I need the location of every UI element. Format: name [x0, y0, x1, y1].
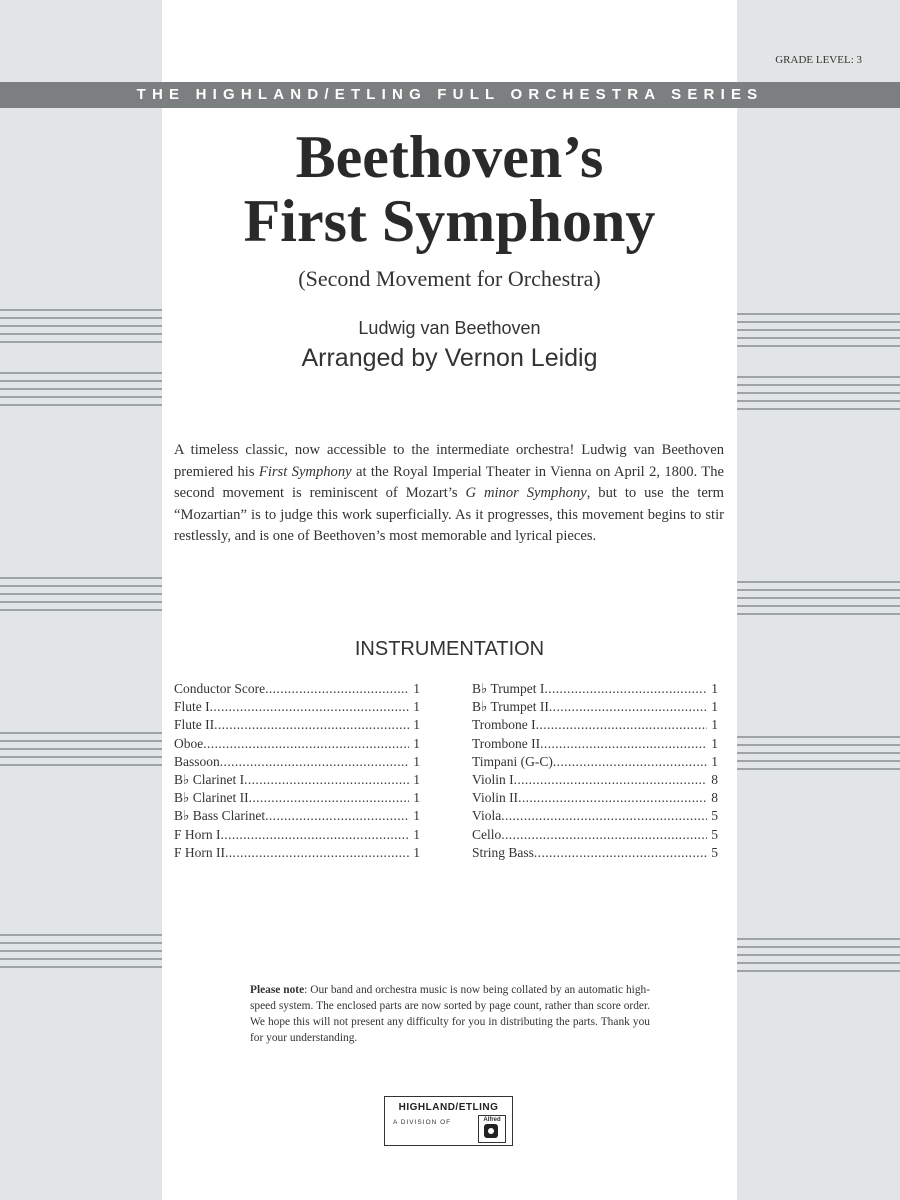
instrument-name: Cello [472, 826, 502, 842]
instrument-list-right [472, 680, 718, 862]
description-text: at the Royal Imperial Theater in Vienna on April 2, 1800. The second movement is reminiscent of Mozart’s [174, 463, 724, 501]
instrument-count: 1 [413, 844, 420, 860]
alfred-logo-icon [478, 1115, 506, 1143]
instrument-count: 1 [413, 681, 420, 696]
instrument-row [472, 807, 718, 825]
instrument-count: 5 [711, 808, 718, 824]
instrument-row [472, 771, 718, 789]
instrument-count: 1 [711, 681, 718, 696]
instrument-row [174, 753, 420, 771]
instrument-count: 1 [413, 717, 420, 733]
title-line-1: Beethoven’s [295, 124, 604, 190]
instrument-name: Trombone II [472, 735, 541, 751]
description [174, 440, 724, 548]
instrument-row [174, 771, 420, 789]
instrument-name: F Horn I [174, 826, 221, 842]
instrument-row [174, 680, 420, 698]
grade-level: GRADE LEVEL: 3 [775, 54, 862, 66]
instrument-name: Bassoon [174, 753, 220, 769]
instrument-count: 1 [711, 699, 718, 715]
instrument-name: B♭ Clarinet I [174, 772, 245, 788]
page-title [162, 125, 737, 253]
instrument-name: Violin II [472, 790, 519, 806]
instrument-row [174, 807, 420, 825]
instrument-count: 8 [711, 790, 718, 806]
instrument-row [472, 735, 718, 753]
instrument-row [472, 826, 718, 844]
instrument-row [472, 716, 718, 734]
instrument-row [174, 735, 420, 753]
instrument-count: 8 [711, 772, 718, 788]
logo-name: HIGHLAND/ETLING [398, 1102, 499, 1113]
instrument-name: Violin I [472, 772, 514, 788]
instrument-row [472, 789, 718, 807]
instrument-row [174, 844, 420, 862]
description-text: A timeless classic, now accessible to the intermediate orchestra! Ludwig van Beethoven premiered his [174, 442, 724, 480]
instrument-count: 1 [413, 735, 420, 751]
subtitle: (Second Movement for Orchestra) [298, 266, 601, 291]
logo-mark-text: Alfred [483, 1117, 501, 1123]
instrument-name: B♭ Bass Clarinet [174, 808, 266, 824]
instrument-count: 1 [413, 772, 420, 788]
instrument-count: 1 [413, 808, 420, 824]
instrument-row [472, 680, 718, 698]
instrument-name: Oboe [174, 735, 204, 751]
right-staff-panel [737, 0, 900, 1200]
instrument-name: B♭ Clarinet II [174, 790, 249, 806]
arranger: Arranged by Vernon Leidig [301, 344, 598, 372]
instrument-row [472, 844, 718, 862]
instrument-name: Flute II [174, 717, 215, 733]
series-banner: THE HIGHLAND/ETLING FULL ORCHESTRA SERIES [0, 82, 900, 108]
composer: Ludwig van Beethoven [358, 318, 541, 338]
title-line-2: First Symphony [243, 188, 656, 254]
logo-division: A DIVISION OF [393, 1119, 452, 1126]
instrument-name: Flute I [174, 699, 210, 715]
instrument-name: Timpani (G-C) [472, 753, 553, 769]
instrument-name: B♭ Trumpet I [472, 681, 545, 696]
instrument-count: 5 [711, 826, 718, 842]
instrument-row [174, 698, 420, 716]
publisher-logo [384, 1096, 513, 1146]
instrument-name: Viola [472, 808, 502, 824]
instrument-count: 1 [711, 753, 718, 769]
instrument-row [174, 789, 420, 807]
instrument-row [472, 753, 718, 771]
instrument-count: 1 [413, 826, 420, 842]
instrument-name: B♭ Trumpet II [472, 699, 549, 715]
instrument-list-left [174, 680, 420, 862]
instrument-name: Conductor Score [174, 681, 266, 696]
instrument-count: 1 [413, 790, 420, 806]
instrument-row [174, 716, 420, 734]
instrument-row [174, 826, 420, 844]
instrument-name: F Horn II [174, 844, 225, 860]
instrument-count: 5 [711, 844, 718, 860]
collation-note [250, 982, 650, 1046]
instrument-row [472, 698, 718, 716]
description-italic: First Symphony [258, 463, 352, 480]
instrument-count: 1 [413, 753, 420, 769]
note-label: Please note [250, 984, 305, 996]
left-staff-panel [0, 0, 162, 1200]
instrument-count: 1 [413, 699, 420, 715]
instrumentation-heading: INSTRUMENTATION [354, 638, 545, 660]
note-text: : Our band and orchestra music is now being collated by an automatic high-speed system. The enclosed parts are now sorted by page count, rather than score order. We hope this will not present any difficulty for you in distributing the parts. Thank you for your understanding. [250, 984, 651, 1044]
instrument-count: 1 [711, 717, 718, 733]
description-text: , but to use the term “Mozartian” is to judge this work superficially. As it progresses, this movement begins to stir restlessly, and is one of Beethoven’s most memorable and lyrical pieces. [174, 485, 725, 544]
instrument-name: Trombone I [472, 717, 536, 733]
description-italic: G minor Symphony [465, 485, 587, 501]
instrument-count: 1 [711, 735, 718, 751]
instrument-name: String Bass [472, 844, 534, 860]
